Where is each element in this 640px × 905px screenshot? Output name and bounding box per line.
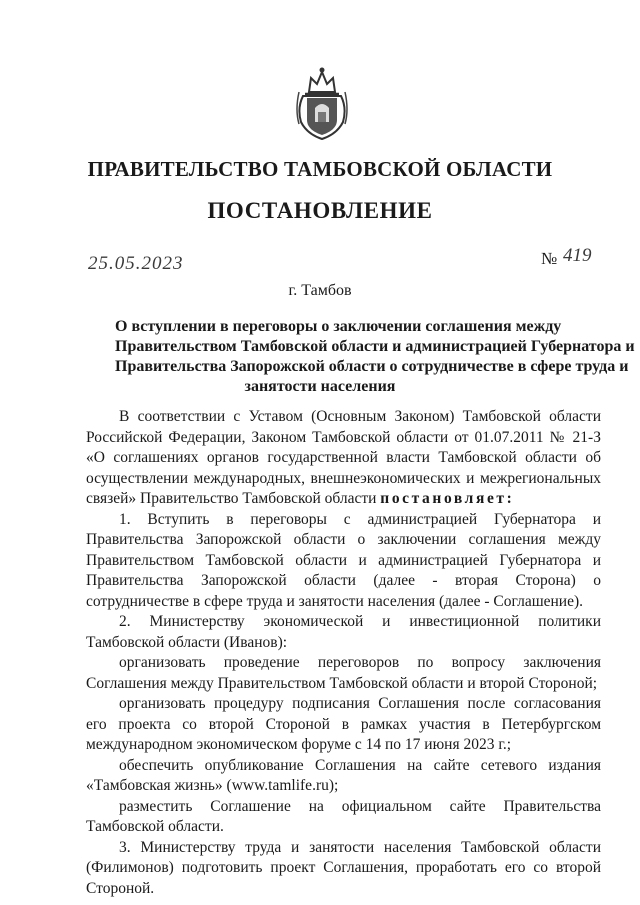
title-line: Правительством Тамбовской области и администрацией Губернатора и xyxy=(115,338,635,355)
preamble-paragraph xyxy=(86,407,601,510)
item-2-subitem: разместить Соглашение на официальном сайте Правительства Тамбовской области. xyxy=(86,797,601,835)
preamble-text: В соответствии с Уставом (Основным Законом) Тамбовской области Российской Федерации, Законом Тамбовской области от 01.07.2011 № 21-З «О соглашениях органов государственной власти Тамбовской области об осуществлении международных, внешнеэкономических и межрегиональных связей» Правительство Тамбовской области xyxy=(86,408,601,507)
document-number-label: № xyxy=(541,249,558,268)
item-2-subitem: организовать процедуру подписания Соглашения после согласования его проекта со второй Стороной в рамках участия в Петербургском международном экономическом форуме с 14 по 17 июня 2023 г.; xyxy=(86,695,601,753)
item-1: 1. Вступить в переговоры с администрацией Губернатора и Правительства Запорожской области о заключении соглашения между Правительством Тамбовской области и администрацией Губернатора и Правительства Запорожской области (далее - вторая Сторона) о сотрудничестве в сфере труда и занятости населения (далее - Соглашение). xyxy=(86,510,601,610)
resolves-colon: : xyxy=(506,490,512,507)
organization-heading: ПРАВИТЕЛЬСТВО ТАМБОВСКОЙ ОБЛАСТИ xyxy=(87,157,553,181)
title-line: занятости населения xyxy=(244,378,396,395)
resolution-title xyxy=(115,317,635,397)
title-line: О вступлении в переговоры о заключении соглашения между xyxy=(115,318,562,335)
document-date: 25.05.2023 xyxy=(88,253,184,274)
item-2-subitem: организовать проведение переговоров по вопросу заключения Соглашения между Правительством Тамбовской области и второй Стороной; xyxy=(86,654,601,692)
coat-of-arms-emblem xyxy=(293,62,351,142)
title-line: Правительства Запорожской области о сотрудничестве в сфере труда и xyxy=(115,358,629,375)
item-2: 2. Министерству экономической и инвестиционной политики Тамбовской области (Иванов): xyxy=(86,613,601,651)
item-2-subitem: обеспечить опубликование Соглашения на сайте сетевого издания «Тамбовская жизнь» (www.tamlife.ru); xyxy=(86,756,601,794)
document-type-heading: ПОСТАНОВЛЕНИЕ xyxy=(207,198,433,223)
item-3: 3. Министерству труда и занятости населения Тамбовской области (Филимонов) подготовить проект Соглашения, проработать его со второй Стороной. xyxy=(86,838,601,897)
resolves-word: постановляет xyxy=(380,490,507,507)
resolution-body xyxy=(86,407,601,899)
document-number: 419 xyxy=(563,245,592,266)
city-line: г. Тамбов xyxy=(288,282,352,299)
